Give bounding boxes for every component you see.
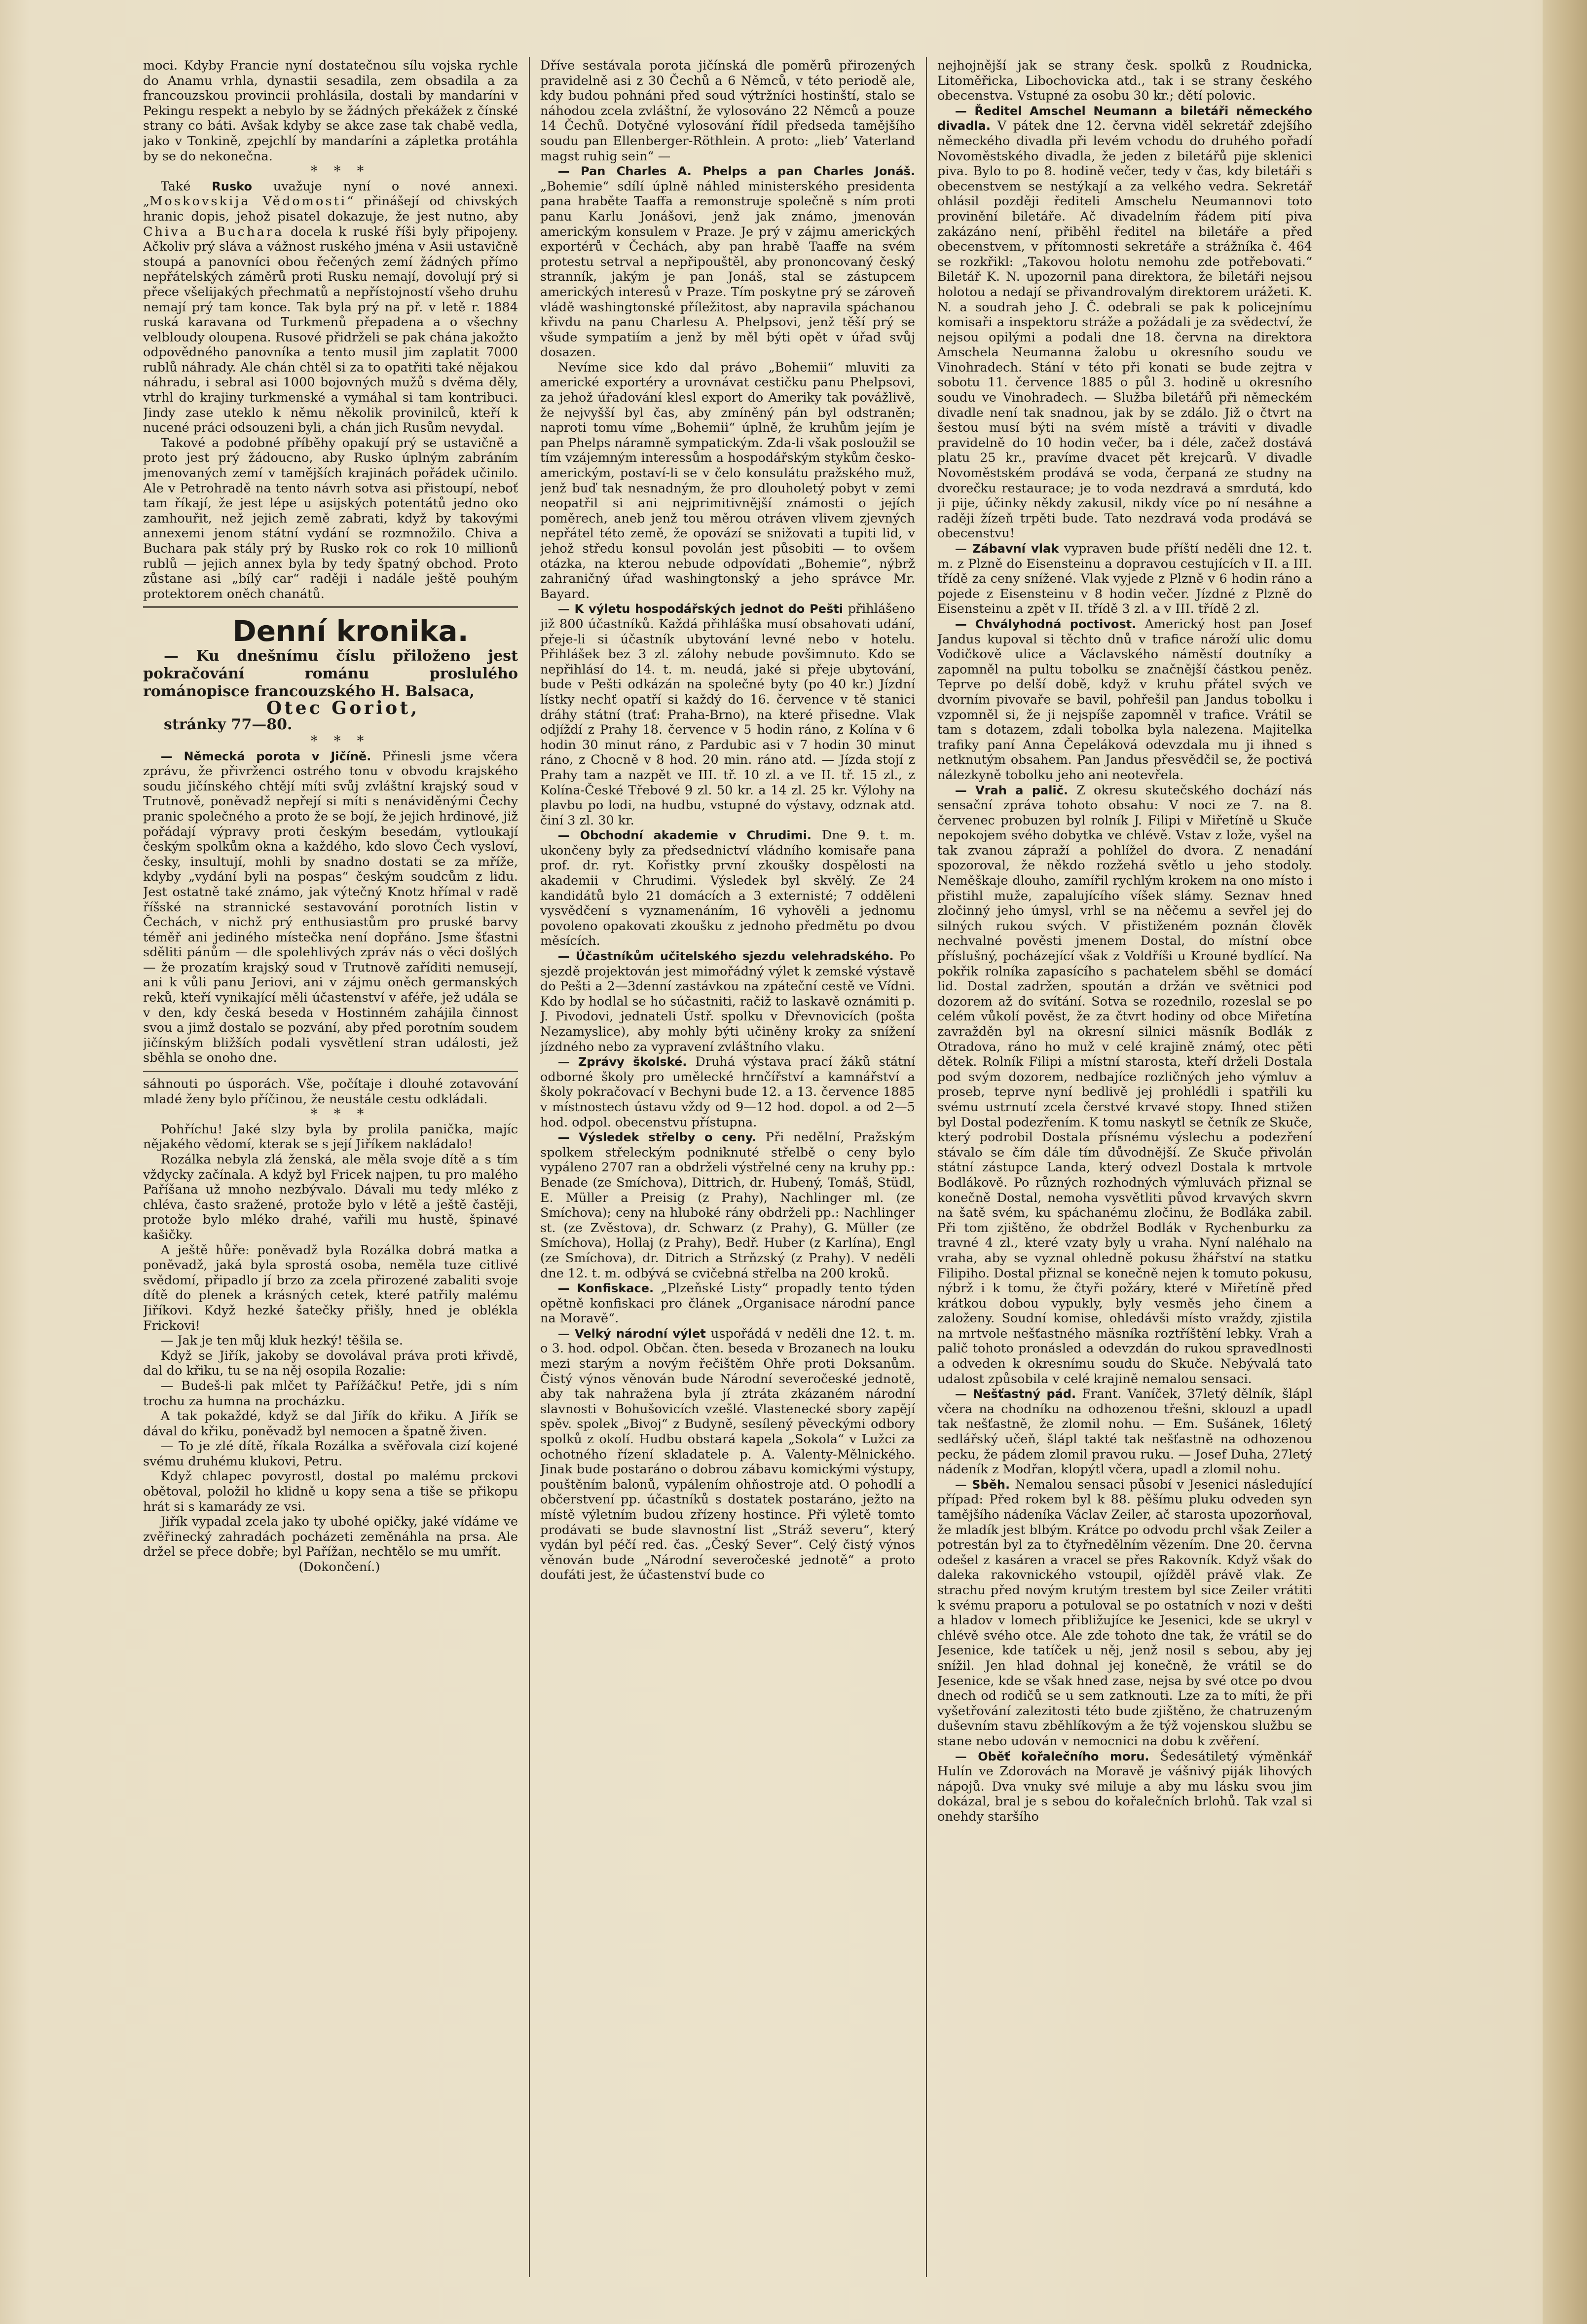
- place-names: Chiva a Buchara: [143, 224, 284, 239]
- article-pest-trip: — K výletu hospodářských jednot do Pešti přihlášeno již 800 účastníků. Každá přihláška musí obsahovati udání, přeje-li si účastník ubytování levné nebo v hotelu. Přihlášek bez 3 zl. zálohy nebude povšimnuto. Kdo se nepřihlásí do 14. t. m. neudá, jaké si přeje ubytování, bude v Pešti odkázán na společné byty (po 40 kr.) Jízdní lístky nechť opatří si každý do 16. července v tě stanici dráhy státní (trať: Praha-Brno), na které přisedne. Vlak odjíždí z Prahy 18. července v 5 hodin ráno, z Kolína v 6 hodin 30 minut ráno, z Pardubic asi v 7 hodin 30 minut ráno, z Chocně v 8 hod. 20 min. ráno atd. — Jízda stojí z Prahy tam a nazpět ve III. tř. 10 zl. a ve II. tř. 15 zl., z Kolína-České Třebové 9 zl. 50 kr. a 14 zl. 25 kr. Výlohy na plavbu po lodi, na hudbu, vstupné do výstavy, odznak atd. činí 3 zl. 30 kr.: [540, 601, 915, 828]
- section-heading: Denní kronika.: [232, 614, 469, 648]
- column-rule: [926, 57, 927, 2277]
- column-rule: [529, 57, 530, 2277]
- article-porota: — Německá porota v Jičíně. Přinesli jsme včera zprávu, že přivrženci ostrého tonu v obvodu krajského soudu jičínského chtějí míti svůj zvláštní krajský soud v Trutnově, poněvadž nepřejí si míti s nenáviděnými Čechy pranic společného a proto že se bojí, že jejich hrdinové, již pořádají výpravy proti českým besedám, vytloukají českým spolkům okna a každého, kdo slovo Čech vysloví, česky, insultují, mohli by snadno dostati se za mříže, kdyby „vydání byli na pospas“ českým soudcům z lidu. Jest ostatně také známo, jak výtečný Knotz hřímal v radě říšské na strannické sestavování porotních listin v Čechách, v nichž prý enthusiastům pro pruské barvy téměř ani jediného místečka není dopřáno. Jsme šťastni sděliti pánům — dle spolehlivých zpráv nás o věci došlých — že prozatím krajský soud v Trutnově zaříditi nemusejí, ani k vůli panu Jeriovi, ani v zájmu oněch germanských reků, kteří vynikající měli účastenství v aféře, jež udála se v den, kdy česká beseda v Hostinném zahájila činnost svou a jimž dostalo se pozvání, aby před porotním soudem jičínským bližších podali vysvětlení stran události, jež sběhla se onoho dne.: [143, 749, 518, 1066]
- article-rusko-cont: Takové a podobné příběhy opakují prý se ustavičně a proto jest prý žádoucno, aby Rusko úplným zabráním jmenovaných zemí v tamějších krajinách pořádek učinilo. Ale v Petrohradě na tento návrh sotva asi přistoupí, neboť tam říkají, že jest lépe u asijských potentátů jedno oko zamhouřit, než jejich země zabrati, když by takovými annexemi jenom státní vydání se rozmnožilo. Chiva a Buchara pak stály prý by Rusko rok co rok 10 millionů rublů — jejich annex byla by tedy špatný obchod. Proto zůstane asi „bílý car“ raději i nadále ještě pouhým protektorem oněch chanátů.: [143, 435, 518, 601]
- article-schools: — Zprávy školské. Druhá výstava prací žáků státní odborné školy pro umělecké hrnčířství a kamnářství a školy pokračovací v Bechyni bude 12. a 13. července 1885 v místnostech ústavu vždy od 9—12 hod. dopol. a od 2—5 hod. odpol. obecenstvu přístupna.: [540, 1054, 915, 1130]
- feuilleton-divider: [143, 1071, 518, 1072]
- feuilleton-text: Rozálka nebyla zlá ženská, ale měla svoje dítě a s tím vždycky začínala. A když byl Fricek najpen, tu pro malého Paříšana už mnoho nezbývalo. Dávali mu tedy mléko z chléva, často sražené, protože bylo v létě a ještě častěji, protože bylo mléko drahé, vařili mu hustě, špinavé kašičky.: [143, 1152, 518, 1242]
- article-national-trip: — Velký národní výlet uspořádá v neděli dne 12. t. m. o 3. hod. odpol. Občan. čten. beseda v Brozanech na louku mezi starým a novým řečištěm Ohře proti Doksanům. Čistý výnos věnován bude Národní severočeské jednotě, aby tak nahražena byla jí ztráta zkázaném národní slavnosti v Bohušovicích vzešlé. Vlastenecké sbory zapějí spěv. spolek „Bivoj“ z Budyně, sesílený pěveckými odbory spolků z okolí. Hudbu obstará kapela „Sokola“ v Lužci za ochotného řízení skladatele p. A. Valenty-Mělnického. Jinak bude postaráno o dobrou zábavu komickými výstupy, pouštěním balonů, vypálením ohňostroje atd. O pohodlí a občerstvení pp. účastníků s dostatek postaráno, ježto na místě výletním budou zřízeny hostince. Při výletě tomto prodávati se bude slavnostní list „Stráž severu“, který vydán byl péčí red. čas. „Český Sever“. Celý čistý výnos věnován bude „Národní severočeské jednotě“ a proto doufáti jest, že účastenství bude co: [540, 1326, 915, 1583]
- section-stars: * * *: [310, 732, 370, 749]
- article-shooting: — Výsledek střelby o ceny. Při nedělní, Pražským spolkem střeleckým podniknuté střelbě o ceny bylo vypáleno 2707 ran a obdrželi výstřelné ceny na kruhy pp.: Benade (ze Smíchova), Dittrich, dr. Hubený, Tomáš, Stüdl, E. Müller a Preisig (z Prahy), Nachlinger ml. (ze Smíchova); ceny na hluboké rány obdrželi pp.: Nachlinger st. (ze Zvěstova), dr. Schwarz (z Prahy), G. Müller (ze Smíchova), Hollaj (z Prahy), Bedř. Huber (z Karlína), Engl (ze Smíchova), dr. Ditrich a Strňzský (z Prahy). V neděli dne 12. t. m. odbývá se cvičebná střelba na 200 kroků.: [540, 1130, 915, 1281]
- article-lead: — Konfiskace.: [557, 1281, 654, 1296]
- article-lead: — Účastníkům učitelského sjezdu velehradského.: [557, 949, 894, 964]
- article-excursion-train: — Zábavní vlak vypraven bude příští neděli dne 12. t. m. z Plzně do Eisensteinu a dopravou cestujících v II. a III. třídě za ceny snížené. Vlak vyjede z Plzně v 6 hodin ráno a pojede z Eisensteinu v 8 hodin večer. Jízdné z Plzně do Eisensteinu a zpět v II. třídě 3 zl. a v III. třídě 2 zl.: [937, 541, 1312, 617]
- feuilleton-text: Když chlapec povyrostl, dostal po malému prckovi obětoval, položil ho klidně u kopy sena a tiše se přikopu hrát si s kamarády ze vsi.: [143, 1469, 518, 1514]
- article-desertion: — Sběh. Nemalou sensaci působí v Jesenici následující případ: Před rokem byl k 88. pěšímu pluku odveden syn tamějšího nádeníka Václav Zeiler, ač starosta upozorňoval, že mladík jest blbým. Krátce po odvodu prchl však Zeiler a potrestán byl za to čtyřnedělním vězením. Dne 20. června odešel z kasáren a vracel se přes Rakovník. Když však do daleka rakovnického vstoupil, ojížděl právě vlak. Ze strachu před novým krutým trestem byl sice Zeiler vrátiti k svému praporu a potuloval se po ostatních v nozi v dešti a hladov v lomech přibližujíce ke Jesenici, kde se ukryl v chlévě svého otce. Ale zde tohoto dne tak, že vrátil se do Jesenice, kde tatíček u něj, jenž nosil s sebou, aby jej snížil. Jen hlad dohnal jej konečně, že vrátil se do Jesenice, kde se však hned zase, nejsa by své otce po dvou dnech od rodičů se u sem zatknouti. Lze za to míti, že při vyšetřování zalezitosti této bude zjištěno, že chatruzeným duševním stavu zběhlíkovým a že týž vojenskou službu se stane nebo udován v nemocnici na dobu k zvěření.: [937, 1477, 1312, 1749]
- article-alcohol: — Oběť kořalečního moru. Šedesátiletý výměnkář Hulín ve Zdorovách na Moravě je vášnivý piják lihových nápojů. Dva vnuky své miluje a aby mu lásku svou jim dokázal, bral je s sebou do kořalečních brlohů. Tak vzal si onehdy staršího: [937, 1749, 1312, 1824]
- section-divider: [143, 606, 518, 610]
- column-2: [540, 58, 915, 2274]
- feuilleton-text: A ještě hůře: poněvadž byla Rozálka dobrá matka a poněvadž, jaká byla sprostá osoba, neměla tuze citlivé svědomí, připadlo jí brzo za zcela přirozené zabaliti svoje dítě do plenek a krásných cetek, které patřily malému Jiříkovi. Když hezké šatečky přišly, hned je oblékla Frickovi!: [143, 1242, 518, 1333]
- article-rusko: Také Rusko uvažuje nyní o nové annexi. „Moskovskija Vědomosti“ přinášejí od chivských hranic dopis, jehož pisatel dokazuje, že jest nutno, aby Chiva a Buchara docela k ruské říši byly připojeny. Ačkoliv prý sláva a vážnost ruského jména v Asii ustavičně stoupá a panovníci obou řečených zemí žádných přímo nepřátelských záměrů proti Rusku nemají, dovolují prý si přece všelijakých přechmatů a nepřístojností všeho druhu nemají prý tam konce. Tak byla prý na př. v letě r. 1884 ruská karavana od Turkmenů přepadena a o všechny velbloudy oloupena. Rusové přidrželi se pak chána jakožto odpovědného panovníka a tento musil jim zaplatit 7000 rublů náhrady. Ale chán chtěl si za to opatřiti také nějakou náhradu, i sebral asi 1000 bojovných mužů s dvěma děly, vtrhl do krajiny turkmenské a vymáhal si tam kontribuci. Jindy zase uteklo k němu několik provinilců, kteří k nucené práci odsouzeni byli, a chán jich Rusům nevydal.: [143, 179, 518, 436]
- article-national-trip-cont: nejhojnější jak se strany česk. spolků z Roudnicka, Litoměřicka, Libochovicka atd., tak i se strany českého obecenstva. Vstupné za osobu 30 kr.; dětí polovic.: [937, 58, 1312, 104]
- newspaper-name: Moskovskija Vědomosti: [149, 194, 347, 209]
- article-lead: — Zprávy školské.: [557, 1055, 687, 1069]
- column-3: [937, 58, 1312, 2274]
- article-anam-end: moci. Kdyby Francie nyní dostatečnou sílu vojska rychle do Anamu vrhla, dynastii sesadila, zem obsadila a za francouzskou provincii prohlásila, dostali by mandaríni v Pekingu respekt a nebylo by se žádných překážek z čínské strany co báti. Avšak kdyby se akce zase tak chabě vedla, jako v Tonkině, zpejchlí by mandaríni a zápletka protáhla by se do nekonečna.: [143, 58, 518, 164]
- novel-pages: stránky 77—80.: [164, 715, 293, 733]
- feuilleton-text: Pohříchu! Jaké slzy byla by prolila panička, majíc nějakého vědomí, kterak se s její Jiříkem nakládalo!: [143, 1122, 518, 1152]
- feuilleton-text: — Jak je ten můj kluk hezký! těšila se.: [160, 1333, 403, 1349]
- article-lead: — Nešťastný pád.: [955, 1387, 1076, 1401]
- article-lead: — Sběh.: [955, 1477, 1010, 1492]
- feuilleton-text: Jiřík vypadal zcela jako ty ubohé opičky, jaké vídáme ve zvěřinecký zahradách pocházeti zeměnáhla na prsa. Ale držel se přece dobře; byl Pařížan, nechtělo se mu umřít.: [143, 1514, 518, 1560]
- article-lead: — Ředitel Amschel Neumann a biletáři německého divadla.: [937, 104, 1312, 133]
- section-stars: * * *: [310, 1106, 370, 1123]
- keyword-rusko: Rusko: [212, 179, 252, 193]
- article-lead: — Velký národní výlet: [557, 1326, 706, 1341]
- feuilleton-text: A tak pokaždé, když se dal Jiřík do křiku. A Jiřík se dával do křiku, poněvadž byl nemocen a špatně živen.: [143, 1409, 518, 1439]
- article-lead: — Vrah a palič.: [955, 783, 1068, 797]
- article-confiscation: — Konfiskace. „Plzeňské Listy“ propadly tento týden opětně konfiskaci pro článek „Organisace národní pance na Moravě“.: [540, 1281, 915, 1326]
- article-murder: — Vrah a palič. Z okresu skutečského dochází nás sensační zpráva tohoto obsahu: V noci ze 7. na 8. červenec probuzen byl rolník J. Filipi v Miřetíně u Skuče nepokojem svého dobytka ve chlévě. Vstav z lože, vyšel na tak zvanou zápraží a pohlížel do dvora. Z nenadání spozoroval, že někdo rozžehá světlo u jeho stodoly. Neměškaje dlouho, zamířil rychlým krokem na ono místo i přistihl muže, zapalujícího víšek slámy. Seznav hned zločinný jeho úmysl, vrhl se na něčemu a sevřel jej do silných rukou svých. V přistiženém poznán člověk nechvalné pověsti jmenem Dostal, do místní obce příslušný, pocházející však z Voldříši u Krouné bydlící. Na pokřik rolníka zapasícího s pachatelem sběhl se domácí lid. Dostal zadržen, spoután a držán ve světnici pod dozorem až do svítání. Sotva se rozednilo, rozeslal se po celém vůkolí pověst, že za čtvrt hodiny od obce Miřetína zavražděn byl na okresní silnici mäsník Bodlák z Otradova, ráno ho muž v celé krajině známý, otec pěti dětek. Rolník Filipi a místní starosta, kteří drželi Dostala pod svým dozorem, nedbajíce rozličných jeho výmluv a proseb, teprve nyní bedlivě jej prohlédli i spatřili ku svému ustrnutí zcela čerstvé krvavé stopy. Ihned stižen byl Dostal podezřením. K tomu naskytl se četník ze Skuče, který podrobil Dostala přísnému výslechu a podezření stávalo se čím dále tím důvodnější. Ze Skuče přivolán státní zástupce Landa, který odvezl Dostala k mrtvole Bodlákově. Po různých rozhodných výmluvách přiznal se konečně Dostal, nemoha vysvětliti původ krvavých skvrn na šatě svém, ku spáchanému zločinu, že Bodláka zabil. Při tom zjištěno, že obdržel Bodlák v Rychenburku za travné 4 zl., které vzaty byly u vraha. Nyní naléhalo na vraha, aby se vyznal ohledně pokusu žhářství na statku Filipiho. Dostal přiznal se konečně nejen k tomuto pokusu, nýbrž i k tomu, že čtyři požáry, které v Miřetíně před krátkou dobou vypukly, byly vesměs jeho činem a založeny. Soudní komise, ohledávši místo vraždy, zjistila na mrtvole nešťastného mäsníka roztříštění lebky. Vrah a palič tohoto pronásled a odevzdán do rukou spravedlnosti a odveden k okresnímu soudu do Skuče. Nebývalá tato udalost způsobila v celé krajině nemalou sensaci.: [937, 783, 1312, 1387]
- article-accident: — Nešťastný pád. Frant. Vaníček, 37letý dělník, šlápl včera na chodníku na odhozenou třešni, sklouzl a upadl tak nešťastně, že zlomil nohu. — Em. Sušánek, 16letý sedlářský učeň, šlápl takté tak nešťastně na odhozenou pecku, že pádem zlomil pravou ruku. — Josef Duha, 27letý nádeník z Modřan, klopýtl včera, upadl a zlomil nohu.: [937, 1387, 1312, 1477]
- article-lead: — Pan Charles A. Phelps a pan Charles Jonáš.: [557, 164, 915, 179]
- novel-title: Otec Goriot,: [266, 698, 420, 719]
- article-lead: — Německá porota v Jičíně.: [160, 749, 371, 763]
- feuilleton-text: sáhnouti po úsporách. Vše, počítaje i dlouhé zotavování mladé ženy bylo příčinou, že neustále cestu odkládali.: [143, 1077, 518, 1107]
- feuilleton-text: Když se Jiřík, jakoby se dovolával práva proti křivdě, dal do křiku, tu se na něj osopila Rozalie:: [143, 1348, 518, 1379]
- article-neumann: — Ředitel Amschel Neumann a biletáři německého divadla. V pátek dne 12. června viděl sekretář zdejšího německého divadla při levém vchodu do druhého pořadí Novoměstského divadla, že jeden z biletářů pije sklenici piva. Bylo to po 8. hodině večer, tedy v čas, kdy biletáři s obecenstvem se nestýkají a za velkého vedra. Sekretář ohlásil později řediteli Amschelu Neumannovi toto provinění biletáře. Ač divadelním řádem pití piva zakázáno není, přiběhl ředitel na biletáře a před obecenstvem, v přítomnosti sekretáře a strážníka č. 464 se rozkřikl: „Takovou holotu nemohu zde potřebovati.“ Biletář K. N. upozornil pana direktora, že biletáři nejsou holotou a nedají se přivandrovalým direktorem urážeti. K. N. a soudrah jeho J. Č. odebrali se pak k policejnímu komisaři a inspektoru stráže a požádali je za svědectví, že nejsou opilými a podali dne 18. června na direktora Amschela Neumanna žalobu u okresního soudu ve Vinohradech. Stání v této při konati se bude zejtra v sobotu 11. července 1885 o půl 3. hodině u okresního soudu ve Vinohradech. — Služba biletářů při německém divadle není tak snadnou, jak by se zdálo. Již o čtvrt na šestou musí býti na svém místě a tráviti v divadle pravidelně do 10 hodin večer, ba i déle, začež dostává platu 25 kr., pravíme dvacet pět krejcarů. V divadle Novoměstském prodává se voda, čerpaná ze studny na dvorečku restaurace; je to voda nezdravá a smrdutá, kdo ji pije, účinky někdy zakusil, nikdy více po ní nesáhne a raději žízeň trpěti bude. Tato nezdravá voda prodává se obecenstvu!: [937, 104, 1312, 541]
- article-lead: — K výletu hospodářských jednot do Pešti: [557, 602, 843, 616]
- feuilleton-text: — To je zlé dítě, říkala Rozálka a svěřovala cizí kojené svému druhému klukovi, Petru.: [143, 1439, 518, 1469]
- supplement-notice: — Ku dnešnímu číslu přiloženo jest pokračování románu proslulého románopisce francouzského H. Balsaca,: [143, 647, 518, 701]
- article-academy: — Obchodní akademie v Chrudimi. Dne 9. t. m. ukončeny byly za předsednictví vládního komisaře pana prof. dr. ryt. Kořistky první zkoušky dospělosti na akademii v Chrudimi. Výsledek byl skvělý. Ze 24 kandidátů bylo 21 domácích a 3 externisté; 7 odděleni vysvědčení s vyznamenáním, 16 vyhověli a jednomu povoleno opakovati zkoušku z jednoho předmětu po dvou měsících.: [540, 828, 915, 949]
- article-phelps-cont: Nevíme sice kdo dal právo „Bohemii“ mluviti za americké exportéry a urovnávat cestičku panu Phelpsovi, za jehož úřadování klesl export do Ameriky tak povážlivě, že nejvyšší byl čas, aby zmíněný pán byl odstraněn; naproti tomu víme „Bohemii“ úplně, že kruhům jejím je pan Phelps náramně sympatickým. Zda-li však posloužil se tím vzájemným interessům a hospodářským stykům česko-americkým, postaví-li se v čelo konsulátu pražského muž, jenž buď tak nesnadným, že pro dlouholetý pobyt v zemi neopatřil si ani nejprimitivnější známosti o jejích poměrech, aneb jenž tou měrou otráven vlivem zjevných nepřátel této země, že opovází se snižovati a tupiti lid, v jehož středu konsul povolán jest působiti — to ovšem otázka, na kterou nebude odpovídati „Bohemie“, nýbrž zahraničný úřad washingtonský a jeho správce Mr. Bayard.: [540, 360, 915, 601]
- article-phelps: — Pan Charles A. Phelps a pan Charles Jonáš. „Bohemie“ sdílí úplně náhled ministerského presidenta pana hraběte Taaffa a remonstruje společně s ním proti panu Karlu Jonášovi, jenž jak známo, jmenován americkým konsulem v Praze. Je prý v zájmu amerických exportérů v Čechách, aby pan hrabě Taaffe na svém protestu setrval a nepřipouštěl, aby prononcovaný český stranník, jakým je pan Jonáš, stal se zástupcem amerických interesů v Praze. Tím poskytne prý se zároveň vládě washingtonské příležitost, aby napravila spáchanou křivdu na panu Charlesu A. Phelpsovi, jenž těší prý se všude sympatiím a jenž by měl býti opět v úřad svůj dosazen.: [540, 164, 915, 360]
- article-lead: — Zábavní vlak: [955, 542, 1059, 556]
- column-1: [143, 58, 518, 2274]
- article-porota-cont: Dříve sestávala porota jičínská dle poměrů přirozených pravidelně asi z 30 Čechů a 6 Němců, v této periodě ale, kdy budou pohnáni před soud výtržníci hostinští, stalo se náhodou zcela zvláštní, že vylosováno 22 Němců a pouze 14 Čechů. Dotyčné vylosování řídil předseda tamějšího soudu pan Ellenberger-Röthlein. A proto: „lieb’ Vaterland magst ruhig sein“ —: [540, 58, 915, 164]
- page-edge: [1543, 0, 1587, 2324]
- article-teachers: — Účastníkům učitelského sjezdu velehradského. Po sjezdě projektován jest mimořádný výlet k zemské výstavě do Pešti a 2—3denní zastávkou na zpáteční cestě ve Vídni. Kdo by hodlal se ho súčastniti, račiž to laskavě oznámiti p. J. Pivodovi, jednateli Ústř. spolku v Dřevnovicích (pošta Nezamyslice), aby mohly býti učiněny kroky za snížení jízdného nebo za vypravení zvláštního vlaku.: [540, 949, 915, 1054]
- article-lead: — Obchodní akademie v Chrudimi.: [557, 828, 812, 843]
- continuation-note: (Dokončení.): [298, 1560, 380, 1575]
- feuilleton-text: — Budeš-li pak mlčet ty Pařížáčku! Petře, jdi s ním trochu za humna na procházku.: [143, 1378, 518, 1409]
- article-lead: — Chvályhodná poctivost.: [955, 617, 1137, 631]
- article-honesty: — Chvályhodná poctivost. Americký host pan Josef Jandus kupoval si těchto dnů v trafice nároží ulic domu Vodičkově ulice a Václavského náměstí doutníky a zapomněl na pultu tobolku se značnější částkou peněz. Teprve po delší době, když v kruhu přátel svých ve dvorním pivovaře se bavil, pohřešil pan Jandus tobolku i vzpomněl si, že ji nejspíše zapomněl v trafice. Vrátil se tam s dotazem, zdali tobolka byla nalezena. Majitelka trafiky paní Anna Čepeláková odevzdala mu ji ihned s netknutým obsahem. Pan Jandus přesvědčil se, že poctivá nálezkyně tobolku jeho ani neotevřela.: [937, 616, 1312, 783]
- section-stars: * * *: [310, 163, 370, 180]
- article-lead: — Oběť kořalečního moru.: [955, 1749, 1149, 1763]
- article-lead: — Výsledek střelby o ceny.: [557, 1130, 757, 1145]
